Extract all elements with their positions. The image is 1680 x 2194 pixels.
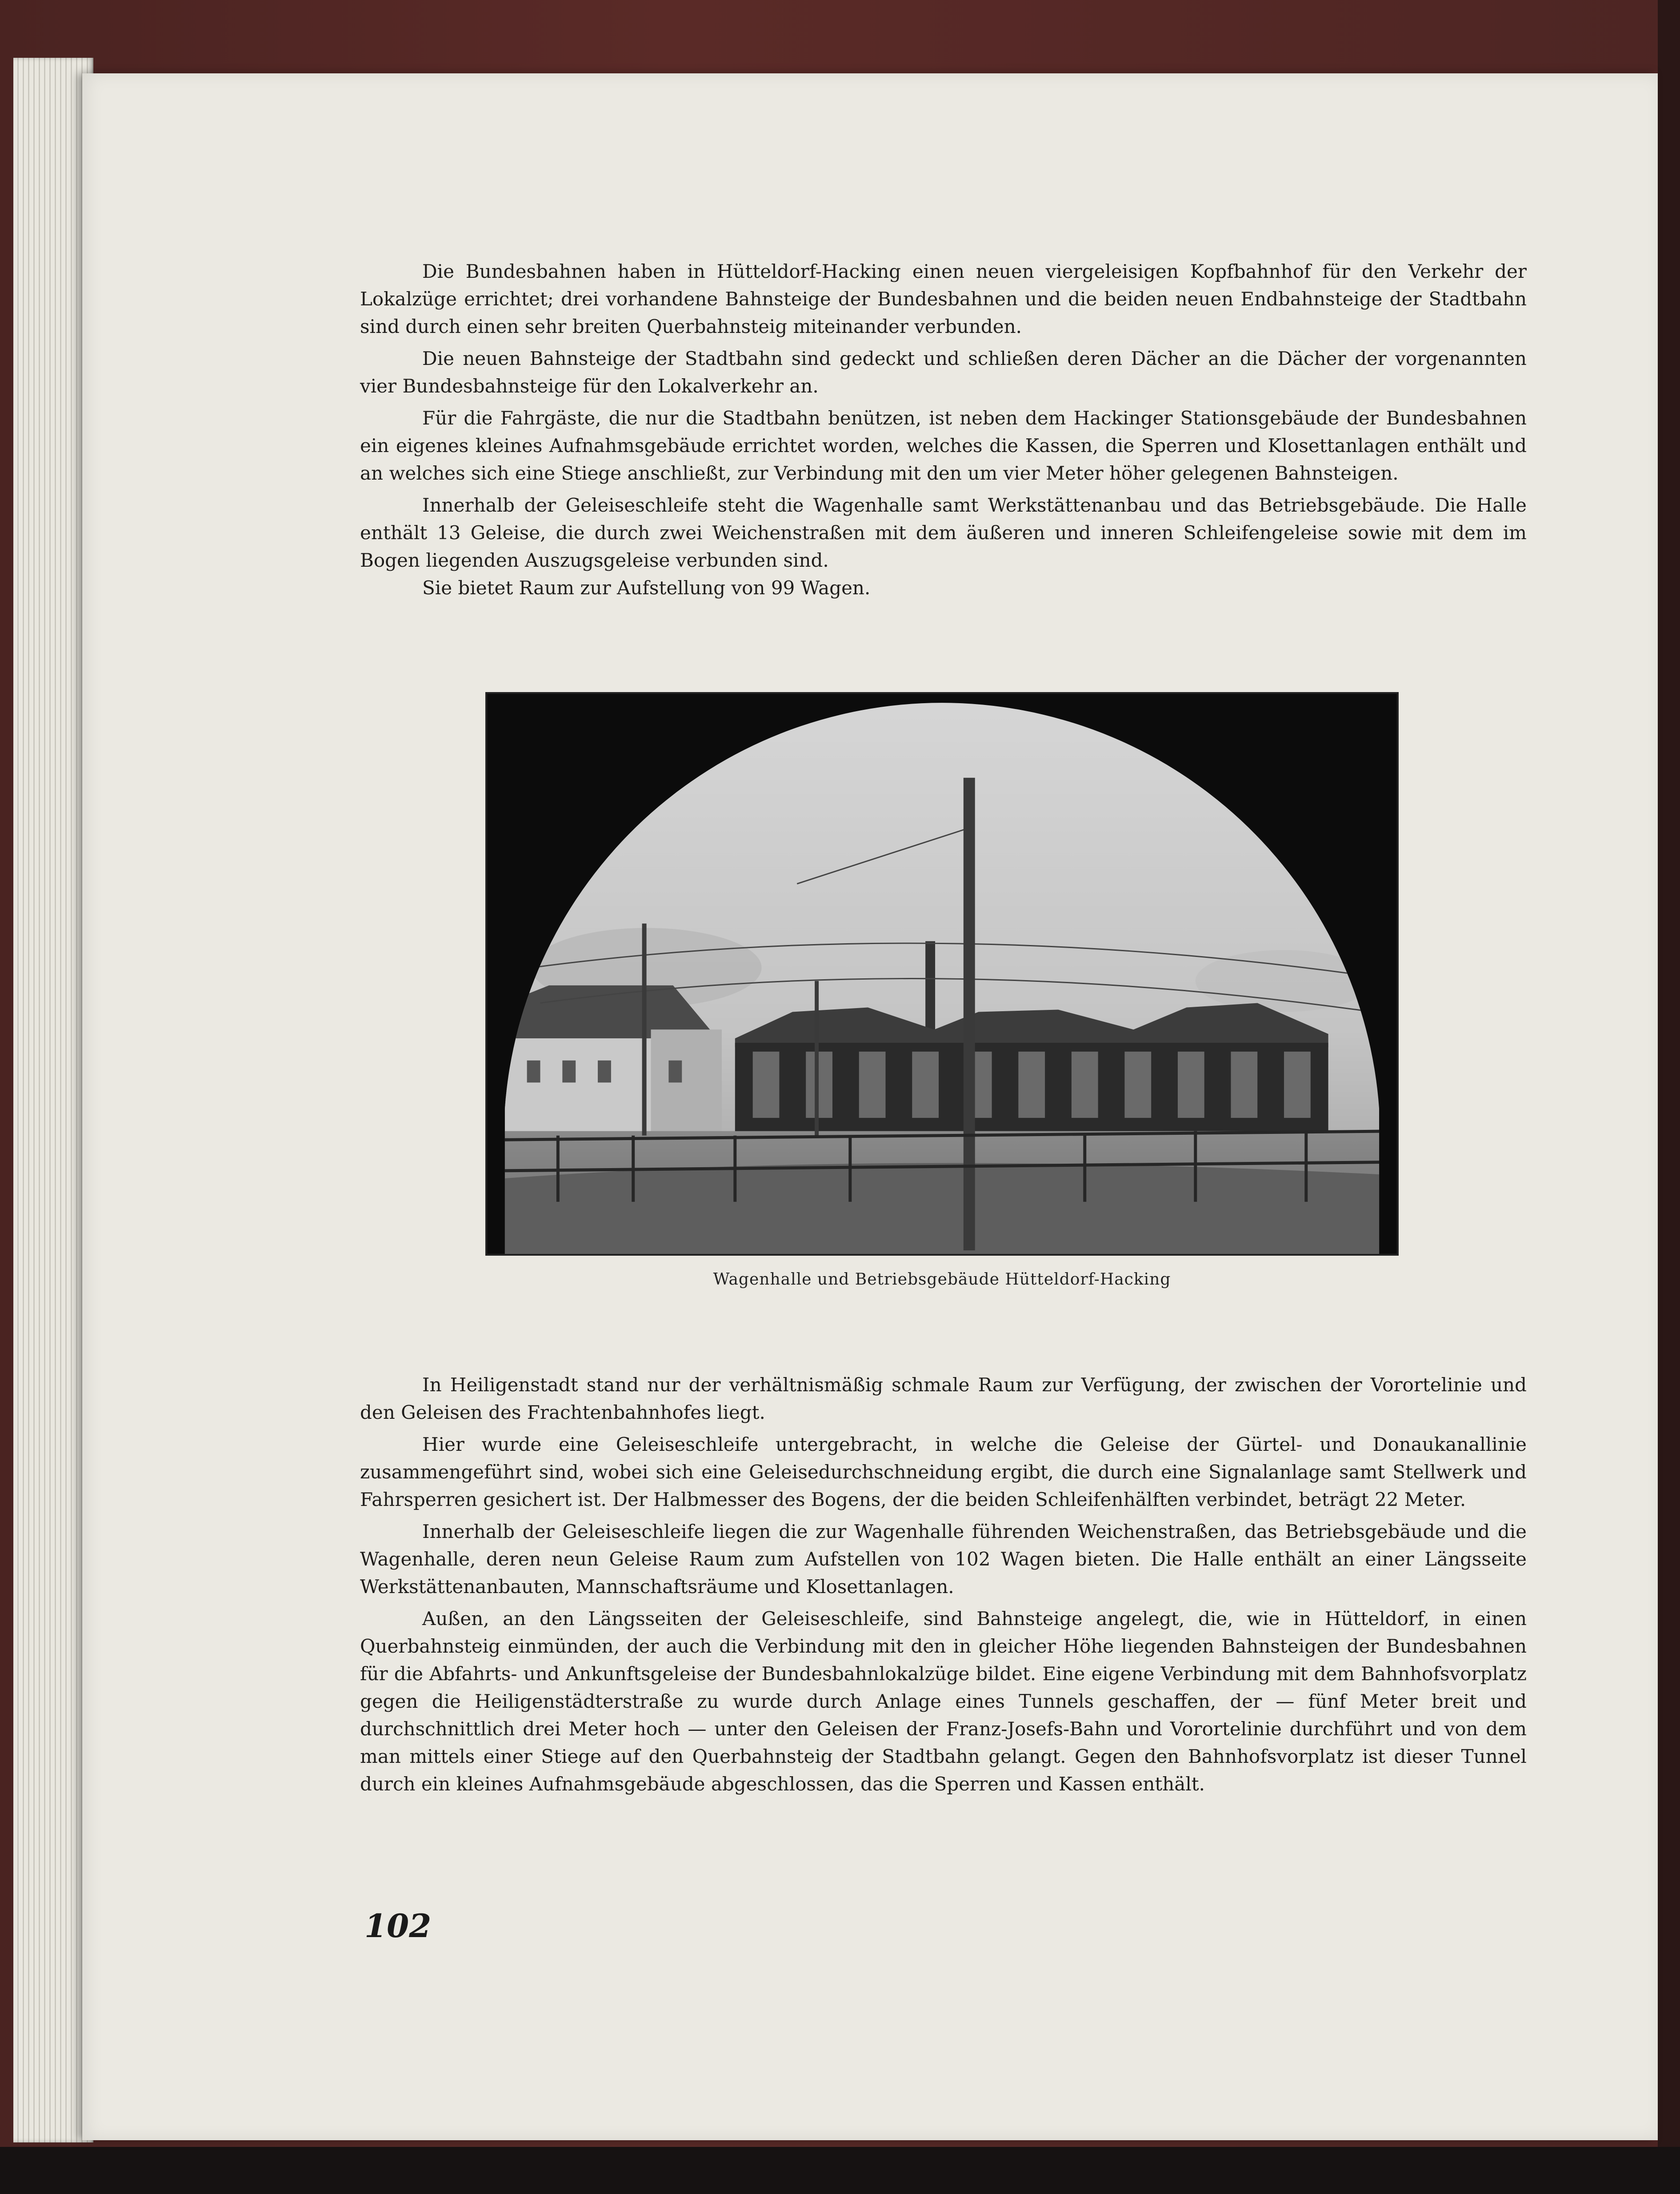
photo-depot-image <box>487 694 1397 1254</box>
figure-caption: Wagenhalle und Betriebsgebäude Hütteldorf-Hacking <box>713 1270 1171 1289</box>
paragraph: Innerhalb der Geleiseschleife steht die Wagenhalle samt Werkstättenanbau und das Betriebsgebäude. Die Halle enthält 13 Geleise, die durch zwei Weichenstraßen mit dem äußeren und inneren Schleifengeleise sowie mit dem im Bogen liegenden Auszugsgeleise verbunden sind. <box>360 494 1527 571</box>
bottom-text-block <box>360 1371 1527 1802</box>
paragraph: Die Bundesbahnen haben in Hütteldorf-Hacking einen neuen viergeleisigen Kopfbahnhof für den Verkehr der Lokalzüge errichtet; drei vorhandene Bahnsteige der Bundesbahnen und die beiden neuen Endbahnsteige der Stadtbahn sind durch einen sehr breiten Querbahnsteig miteinander verbunden. <box>360 260 1527 337</box>
page-stack-edges <box>13 58 93 2142</box>
paragraph: Die neuen Bahnsteige der Stadtbahn sind gedeckt und schließen deren Dächer an die Dächer der vorgenannten vier Bundesbahnsteige für den Lokalverkehr an. <box>360 348 1527 397</box>
book-cover-edge <box>1658 0 1680 2194</box>
background-surface <box>0 2147 1680 2194</box>
paragraph: In Heiligenstadt stand nur der verhältnismäßig schmale Raum zur Verfügung, der zwischen der Vorortelinie und den Geleisen des Frachtenbahnhofes liegt. <box>360 1374 1527 1423</box>
paragraph: Innerhalb der Geleiseschleife liegen die zur Wagenhalle führenden Weichenstraßen, das Betriebsgebäude und die Wagenhalle, deren neun Geleise Raum zum Aufstellen von 102 Wagen bieten. Die Halle enthält an einer Längsseite Werkstättenanbauten, Mannschaftsräume und Klosettanlagen. <box>360 1521 1527 1597</box>
paragraph: Außen, an den Längsseiten der Geleiseschleife, sind Bahnsteige angelegt, die, wie in Hütteldorf, in einen Querbahnsteig einmünden, der auch die Verbindung mit den in gleicher Höhe liegenden Bahnsteigen der Bundesbahnen für die Abfahrts- und Ankunftsgeleise der Bundesbahnlokalzüge bildet. Eine eigene Verbindung mit dem Bahnhofsvorplatz gegen die Heiligenstädterstraße zu wurde durch Anlage eines Tunnels geschaffen, der — fünf Meter breit und durchschnittlich drei Meter hoch — unter den Geleisen der Franz-Josefs-Bahn und Vorortelinie durchführt und von dem man mittels einer Stiege auf den Querbahnsteig der Stadtbahn gelangt. Gegen den Bahnhofsvorplatz ist dieser Tunnel durch ein kleines Aufnahmsgebäude abgeschlossen, das die Sperren und Kassen enthält. <box>360 1608 1527 1795</box>
photograph-depot <box>485 692 1399 1256</box>
paragraph: Hier wurde eine Geleiseschleife untergebracht, in welche die Geleise der Gürtel- und Donaukanallinie zusammengeführt sind, wobei sich eine Geleisedurchschneidung ergibt, die durch eine Signalanlage samt Stellwerk und Fahrsperren gesichert ist. Der Halbmesser des Bogens, der die beiden Schleifenhälften verbindet, beträgt 22 Meter. <box>360 1433 1527 1510</box>
top-text-block <box>360 258 1527 606</box>
paragraph: Sie bietet Raum zur Aufstellung von 99 Wagen. <box>422 577 871 599</box>
page-number: 102 <box>364 1907 432 1945</box>
paragraph: Für die Fahrgäste, die nur die Stadtbahn benützen, ist neben dem Hackinger Stationsgebäude der Bundesbahnen ein eigenes kleines Aufnahmsgebäude errichtet worden, welches die Kassen, die Sperren und Klosettanlagen enthält und an welches sich eine Stiege anschließt, zur Verbindung mit den um vier Meter höher gelegenen Bahnsteigen. <box>360 407 1527 484</box>
